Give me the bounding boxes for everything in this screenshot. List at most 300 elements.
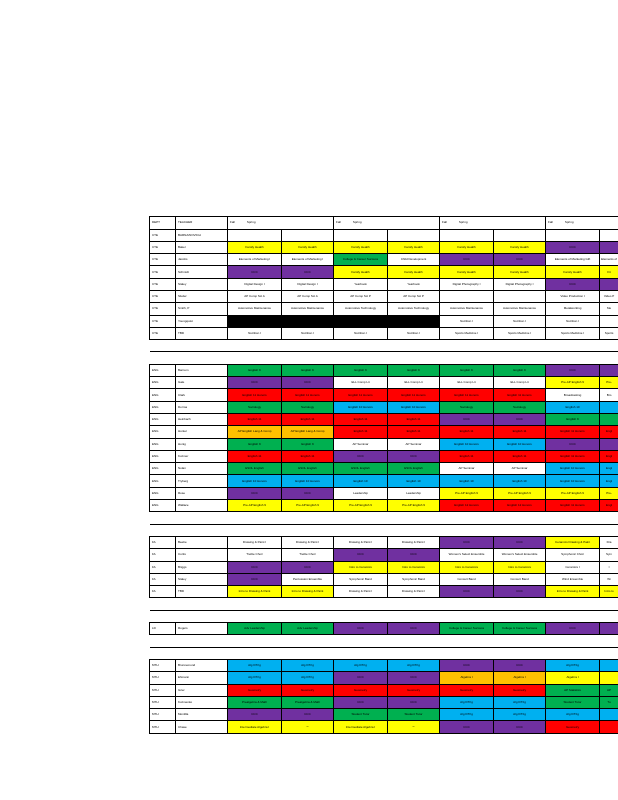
empty-cell[interactable]	[150, 635, 176, 647]
empty-cell[interactable]	[546, 524, 600, 536]
course-cell[interactable]	[546, 549, 600, 561]
course-cell[interactable]	[228, 487, 282, 499]
teacher-cell[interactable]: Staley	[176, 573, 228, 585]
course-cell[interactable]	[600, 475, 618, 487]
empty-cell[interactable]	[440, 647, 494, 659]
course-cell[interactable]	[440, 536, 494, 548]
course-cell[interactable]	[228, 561, 282, 573]
empty-cell[interactable]	[176, 610, 228, 622]
course-cell[interactable]	[494, 573, 546, 585]
course-cell[interactable]	[494, 659, 546, 671]
course-cell[interactable]	[334, 561, 388, 573]
course-cell[interactable]	[546, 438, 600, 450]
course-cell[interactable]	[334, 721, 388, 734]
course-cell[interactable]	[546, 254, 600, 266]
dept-cell[interactable]: MTH	[150, 684, 176, 696]
empty-cell[interactable]	[150, 352, 176, 364]
course-cell[interactable]	[334, 438, 388, 450]
course-cell[interactable]	[282, 229, 334, 241]
course-cell[interactable]	[546, 721, 600, 734]
dept-cell[interactable]: ENG	[150, 463, 176, 475]
course-cell[interactable]	[388, 291, 440, 303]
course-cell[interactable]	[440, 229, 494, 241]
course-cell[interactable]	[494, 450, 546, 462]
empty-cell[interactable]	[388, 512, 440, 524]
dept-cell[interactable]: ENG	[150, 413, 176, 425]
teacher-cell[interactable]: Ehmann	[176, 672, 228, 684]
dept-cell[interactable]: ENG	[150, 438, 176, 450]
course-cell[interactable]	[546, 315, 600, 327]
course-cell[interactable]	[440, 696, 494, 708]
course-cell[interactable]	[546, 623, 600, 635]
empty-cell[interactable]	[600, 340, 618, 352]
teacher-cell[interactable]: Tryberg	[176, 475, 228, 487]
course-cell[interactable]	[228, 413, 282, 425]
course-cell[interactable]	[546, 586, 600, 598]
course-cell[interactable]	[440, 475, 494, 487]
empty-cell[interactable]	[546, 610, 600, 622]
course-cell[interactable]	[440, 586, 494, 598]
course-cell[interactable]	[440, 561, 494, 573]
course-cell[interactable]	[494, 315, 546, 327]
course-cell[interactable]	[228, 327, 282, 339]
course-cell[interactable]	[388, 364, 440, 376]
empty-cell[interactable]	[150, 512, 176, 524]
empty-cell[interactable]	[388, 340, 440, 352]
course-cell[interactable]	[334, 254, 388, 266]
course-cell[interactable]	[388, 721, 440, 734]
course-cell[interactable]	[600, 327, 618, 339]
course-cell[interactable]	[546, 401, 600, 413]
teacher-cell[interactable]: Kuzmer	[176, 450, 228, 462]
dept-cell[interactable]: FA	[150, 586, 176, 598]
course-cell[interactable]	[494, 623, 546, 635]
course-cell[interactable]	[600, 500, 618, 512]
course-cell[interactable]	[388, 241, 440, 253]
dept-cell[interactable]: CTE	[150, 327, 176, 339]
dept-cell[interactable]: LD	[150, 623, 176, 635]
course-cell[interactable]	[388, 266, 440, 278]
course-cell[interactable]	[282, 303, 334, 315]
empty-cell[interactable]	[176, 340, 228, 352]
empty-cell[interactable]	[546, 635, 600, 647]
course-cell[interactable]	[600, 278, 618, 290]
course-cell[interactable]	[334, 389, 388, 401]
teacher-cell[interactable]: Briggs	[176, 561, 228, 573]
teacher-cell[interactable]: Montilla	[176, 709, 228, 721]
dept-cell[interactable]: MTH	[150, 659, 176, 671]
course-cell[interactable]	[546, 573, 600, 585]
course-cell[interactable]	[546, 241, 600, 253]
empty-cell[interactable]	[546, 647, 600, 659]
empty-cell[interactable]	[228, 647, 282, 659]
course-cell[interactable]	[282, 463, 334, 475]
course-cell[interactable]	[494, 672, 546, 684]
course-cell[interactable]	[282, 278, 334, 290]
course-cell[interactable]	[600, 684, 618, 696]
teacher-cell[interactable]: Heinbach	[176, 413, 228, 425]
course-cell[interactable]	[334, 315, 388, 327]
course-cell[interactable]	[494, 389, 546, 401]
dept-cell[interactable]: ENG	[150, 450, 176, 462]
course-cell[interactable]	[600, 241, 618, 253]
empty-cell[interactable]	[282, 524, 334, 536]
dept-cell[interactable]: CTE	[150, 315, 176, 327]
course-cell[interactable]	[334, 487, 388, 499]
course-cell[interactable]	[546, 659, 600, 671]
course-cell[interactable]	[228, 389, 282, 401]
course-cell[interactable]	[600, 709, 618, 721]
course-cell[interactable]	[334, 623, 388, 635]
course-cell[interactable]	[282, 450, 334, 462]
course-cell[interactable]	[600, 266, 618, 278]
empty-cell[interactable]	[440, 635, 494, 647]
course-cell[interactable]	[388, 659, 440, 671]
teacher-cell[interactable]: Youngquist	[176, 315, 228, 327]
course-cell[interactable]	[388, 377, 440, 389]
course-cell[interactable]	[388, 229, 440, 241]
empty-cell[interactable]	[334, 340, 388, 352]
course-cell[interactable]	[282, 549, 334, 561]
course-cell[interactable]	[600, 549, 618, 561]
course-cell[interactable]	[228, 721, 282, 734]
empty-cell[interactable]	[150, 598, 176, 610]
course-cell[interactable]	[440, 254, 494, 266]
course-cell[interactable]	[388, 450, 440, 462]
course-cell[interactable]	[600, 438, 618, 450]
teacher-cell[interactable]: Dorma	[176, 401, 228, 413]
course-cell[interactable]	[334, 241, 388, 253]
teacher-cell[interactable]: Clark	[176, 389, 228, 401]
course-cell[interactable]	[600, 303, 618, 315]
course-cell[interactable]	[334, 573, 388, 585]
course-cell[interactable]	[388, 475, 440, 487]
course-cell[interactable]	[228, 475, 282, 487]
course-cell[interactable]	[282, 696, 334, 708]
dept-cell[interactable]: ENG	[150, 389, 176, 401]
course-cell[interactable]	[388, 623, 440, 635]
teacher-cell[interactable]: Beebe	[176, 536, 228, 548]
course-cell[interactable]	[546, 327, 600, 339]
course-cell[interactable]	[334, 549, 388, 561]
course-cell[interactable]	[440, 241, 494, 253]
course-cell[interactable]	[546, 475, 600, 487]
course-cell[interactable]	[546, 684, 600, 696]
teacher-cell[interactable]: Rose	[176, 487, 228, 499]
course-cell[interactable]	[388, 401, 440, 413]
teacher-cell[interactable]: Grier	[176, 684, 228, 696]
course-cell[interactable]	[282, 487, 334, 499]
course-cell[interactable]	[282, 709, 334, 721]
course-cell[interactable]	[334, 401, 388, 413]
course-cell[interactable]	[228, 241, 282, 253]
dept-cell[interactable]: ENG	[150, 500, 176, 512]
course-cell[interactable]	[228, 463, 282, 475]
course-cell[interactable]	[600, 450, 618, 462]
course-cell[interactable]	[494, 463, 546, 475]
teacher-cell[interactable]: Sluder	[176, 291, 228, 303]
empty-cell[interactable]	[334, 635, 388, 647]
empty-cell[interactable]	[282, 610, 334, 622]
empty-cell[interactable]	[282, 635, 334, 647]
course-cell[interactable]	[282, 327, 334, 339]
course-cell[interactable]	[440, 291, 494, 303]
course-cell[interactable]	[440, 413, 494, 425]
empty-cell[interactable]	[600, 635, 618, 647]
course-cell[interactable]	[282, 364, 334, 376]
empty-cell[interactable]	[600, 647, 618, 659]
teacher-cell[interactable]: Baker	[176, 241, 228, 253]
course-cell[interactable]	[494, 377, 546, 389]
course-cell[interactable]	[282, 266, 334, 278]
empty-cell[interactable]	[494, 647, 546, 659]
course-cell[interactable]	[228, 623, 282, 635]
course-cell[interactable]	[494, 241, 546, 253]
empty-cell[interactable]	[150, 647, 176, 659]
course-cell[interactable]	[228, 684, 282, 696]
course-cell[interactable]	[334, 684, 388, 696]
dept-cell[interactable]: ENG	[150, 401, 176, 413]
teacher-cell[interactable]: Staley	[176, 278, 228, 290]
course-cell[interactable]	[334, 709, 388, 721]
course-cell[interactable]	[546, 709, 600, 721]
dept-cell[interactable]: CTE	[150, 241, 176, 253]
course-cell[interactable]	[282, 377, 334, 389]
dept-cell[interactable]: FA	[150, 549, 176, 561]
course-cell[interactable]	[546, 500, 600, 512]
empty-cell[interactable]	[282, 647, 334, 659]
course-cell[interactable]	[334, 266, 388, 278]
course-cell[interactable]	[388, 315, 440, 327]
teacher-cell[interactable]: Curtis	[176, 549, 228, 561]
header-block-1[interactable]	[228, 217, 334, 230]
dept-cell[interactable]: ENG	[150, 377, 176, 389]
empty-cell[interactable]	[150, 340, 176, 352]
empty-cell[interactable]	[334, 647, 388, 659]
course-cell[interactable]	[546, 450, 600, 462]
empty-cell[interactable]	[600, 512, 618, 524]
empty-cell[interactable]	[600, 610, 618, 622]
course-cell[interactable]	[440, 389, 494, 401]
empty-cell[interactable]	[282, 352, 334, 364]
course-cell[interactable]	[440, 364, 494, 376]
dept-cell[interactable]: CTE	[150, 278, 176, 290]
course-cell[interactable]	[228, 549, 282, 561]
empty-cell[interactable]	[440, 598, 494, 610]
course-cell[interactable]	[388, 696, 440, 708]
course-cell[interactable]	[282, 291, 334, 303]
empty-cell[interactable]	[228, 610, 282, 622]
empty-cell[interactable]	[176, 352, 228, 364]
course-cell[interactable]	[494, 475, 546, 487]
course-cell[interactable]	[440, 573, 494, 585]
course-cell[interactable]	[494, 413, 546, 425]
course-cell[interactable]	[282, 536, 334, 548]
course-cell[interactable]	[440, 266, 494, 278]
empty-cell[interactable]	[176, 635, 228, 647]
teacher-cell[interactable]: Smith, P	[176, 303, 228, 315]
course-cell[interactable]	[334, 426, 388, 438]
header-block-2[interactable]	[334, 217, 440, 230]
course-cell[interactable]	[282, 586, 334, 598]
dept-cell[interactable]: ENG	[150, 426, 176, 438]
course-cell[interactable]	[440, 450, 494, 462]
dept-cell[interactable]: MTH	[150, 709, 176, 721]
empty-cell[interactable]	[176, 647, 228, 659]
course-cell[interactable]	[388, 463, 440, 475]
course-cell[interactable]	[494, 438, 546, 450]
dept-cell[interactable]: CTE	[150, 254, 176, 266]
course-cell[interactable]	[440, 672, 494, 684]
course-cell[interactable]	[494, 536, 546, 548]
dept-cell[interactable]: FA	[150, 573, 176, 585]
course-cell[interactable]	[388, 487, 440, 499]
course-cell[interactable]	[388, 327, 440, 339]
course-cell[interactable]	[388, 561, 440, 573]
empty-cell[interactable]	[228, 524, 282, 536]
course-cell[interactable]	[282, 315, 334, 327]
course-cell[interactable]	[334, 463, 388, 475]
empty-cell[interactable]	[388, 598, 440, 610]
course-cell[interactable]	[546, 364, 600, 376]
empty-cell[interactable]	[494, 524, 546, 536]
course-cell[interactable]	[440, 401, 494, 413]
header-block-3[interactable]	[440, 217, 546, 230]
course-cell[interactable]	[228, 500, 282, 512]
empty-cell[interactable]	[494, 610, 546, 622]
course-cell[interactable]	[440, 327, 494, 339]
empty-cell[interactable]	[440, 610, 494, 622]
header-block-4[interactable]	[546, 217, 618, 230]
course-cell[interactable]	[600, 426, 618, 438]
course-cell[interactable]	[282, 475, 334, 487]
teacher-cell[interactable]: Chase	[176, 721, 228, 734]
course-cell[interactable]	[334, 500, 388, 512]
course-cell[interactable]	[546, 536, 600, 548]
course-cell[interactable]	[440, 438, 494, 450]
course-cell[interactable]	[600, 672, 618, 684]
dept-cell[interactable]: ENG	[150, 364, 176, 376]
dept-cell[interactable]: MTH	[150, 721, 176, 734]
course-cell[interactable]	[282, 500, 334, 512]
course-cell[interactable]	[388, 549, 440, 561]
course-cell[interactable]	[334, 450, 388, 462]
course-cell[interactable]	[600, 463, 618, 475]
course-cell[interactable]	[440, 426, 494, 438]
course-cell[interactable]	[546, 463, 600, 475]
course-cell[interactable]	[388, 254, 440, 266]
course-cell[interactable]	[600, 561, 618, 573]
course-cell[interactable]	[228, 709, 282, 721]
teacher-cell[interactable]: Jacobs	[176, 254, 228, 266]
course-cell[interactable]	[388, 573, 440, 585]
course-cell[interactable]	[334, 303, 388, 315]
course-cell[interactable]	[600, 401, 618, 413]
empty-cell[interactable]	[228, 598, 282, 610]
empty-cell[interactable]	[440, 352, 494, 364]
course-cell[interactable]	[546, 303, 600, 315]
course-cell[interactable]	[440, 684, 494, 696]
course-cell[interactable]	[228, 364, 282, 376]
dept-cell[interactable]: CTE	[150, 291, 176, 303]
empty-cell[interactable]	[176, 524, 228, 536]
course-cell[interactable]	[388, 303, 440, 315]
empty-cell[interactable]	[150, 524, 176, 536]
course-cell[interactable]	[282, 659, 334, 671]
teacher-cell[interactable]: Hunter	[176, 426, 228, 438]
course-cell[interactable]	[546, 672, 600, 684]
course-cell[interactable]	[388, 413, 440, 425]
course-cell[interactable]	[600, 315, 618, 327]
course-cell[interactable]	[228, 659, 282, 671]
course-cell[interactable]	[440, 463, 494, 475]
course-cell[interactable]	[334, 377, 388, 389]
course-cell[interactable]	[228, 303, 282, 315]
course-cell[interactable]	[494, 266, 546, 278]
header-teacher[interactable]: TEACHER	[176, 217, 228, 230]
course-cell[interactable]	[388, 278, 440, 290]
empty-cell[interactable]	[546, 598, 600, 610]
header-dept[interactable]: DEPT	[150, 217, 176, 230]
course-cell[interactable]	[388, 536, 440, 548]
course-cell[interactable]	[228, 573, 282, 585]
empty-cell[interactable]	[494, 340, 546, 352]
empty-cell[interactable]	[546, 352, 600, 364]
course-cell[interactable]	[494, 684, 546, 696]
course-cell[interactable]	[228, 536, 282, 548]
course-cell[interactable]	[494, 426, 546, 438]
course-cell[interactable]	[494, 500, 546, 512]
course-cell[interactable]	[440, 549, 494, 561]
dept-cell[interactable]: CTE	[150, 229, 176, 241]
dept-cell[interactable]: ENG	[150, 487, 176, 499]
teacher-cell[interactable]: TBD	[176, 327, 228, 339]
teacher-cell[interactable]: Schmidt	[176, 266, 228, 278]
course-cell[interactable]	[494, 327, 546, 339]
course-cell[interactable]	[228, 266, 282, 278]
course-cell[interactable]	[600, 721, 618, 734]
course-cell[interactable]	[600, 364, 618, 376]
teacher-cell[interactable]: TBD	[176, 586, 228, 598]
empty-cell[interactable]	[494, 352, 546, 364]
course-cell[interactable]	[600, 586, 618, 598]
course-cell[interactable]	[440, 303, 494, 315]
course-cell[interactable]	[494, 291, 546, 303]
course-cell[interactable]	[494, 278, 546, 290]
course-cell[interactable]	[228, 426, 282, 438]
course-cell[interactable]	[334, 278, 388, 290]
course-cell[interactable]	[546, 389, 600, 401]
empty-cell[interactable]	[334, 610, 388, 622]
course-cell[interactable]	[600, 623, 618, 635]
course-cell[interactable]	[228, 438, 282, 450]
course-cell[interactable]	[440, 709, 494, 721]
course-cell[interactable]	[282, 413, 334, 425]
empty-cell[interactable]	[176, 512, 228, 524]
course-cell[interactable]	[282, 721, 334, 734]
course-cell[interactable]	[600, 254, 618, 266]
course-cell[interactable]	[334, 327, 388, 339]
course-cell[interactable]	[228, 450, 282, 462]
course-cell[interactable]	[494, 709, 546, 721]
course-cell[interactable]	[546, 291, 600, 303]
dept-cell[interactable]: MTH	[150, 696, 176, 708]
course-cell[interactable]	[282, 623, 334, 635]
course-cell[interactable]	[494, 303, 546, 315]
course-cell[interactable]	[494, 229, 546, 241]
empty-cell[interactable]	[600, 598, 618, 610]
course-cell[interactable]	[440, 623, 494, 635]
